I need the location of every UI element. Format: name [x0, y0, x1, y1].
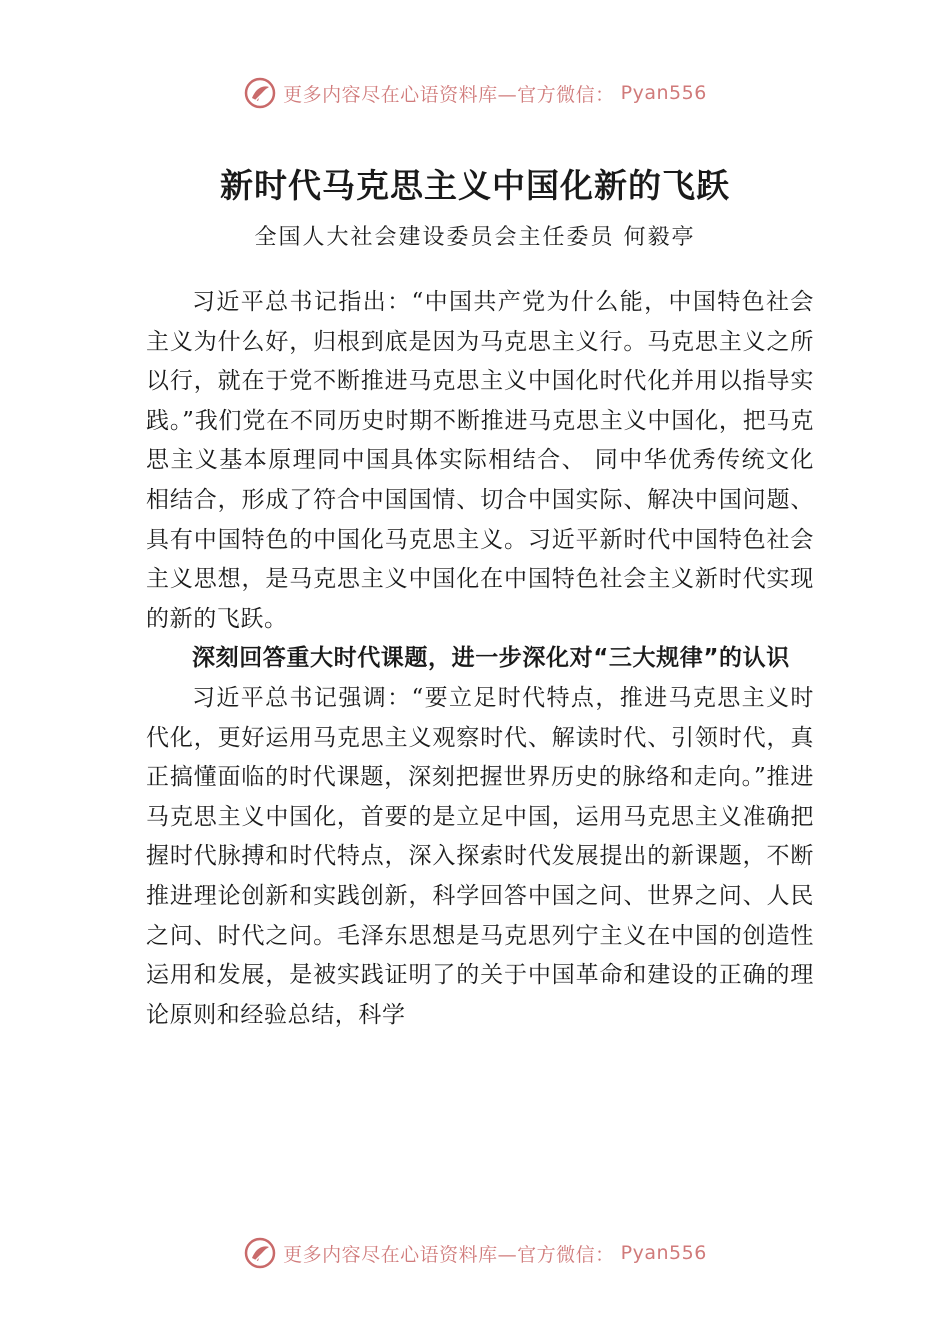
- brand-logo-icon: [243, 76, 277, 110]
- section-heading: 深刻回答重大时代课题，进一步深化对“三大规律”的认识: [192, 645, 790, 672]
- brand-logo-icon: [243, 1236, 277, 1270]
- document-body: [146, 283, 814, 1035]
- watermark-handle: Pyan556: [620, 1242, 707, 1264]
- paragraph-intro: 习近平总书记指出：“中国共产党为什么能，中国特色社会主义为什么好，归根到底是因为马克思主义行。马克思主义之所以行，就在于党不断推进马克思主义中国化时代化并用以指导实践。”我们党在不同历史时期不断推进马克思主义中国化，把马克思主义基本原理同中国具体实际相结合、 同中华优秀传统文化相结合，形成了符合中国国情、切合中国实际、解决中国问题、具有中国特色的中国化马克思主义。习近平新时代中国特色社会主义思想，是马克思主义中国化在中国特色社会主义新时代实现的新的飞跃。: [146, 289, 814, 632]
- footer-watermark: [0, 1236, 950, 1270]
- header-watermark: [0, 76, 950, 110]
- watermark-text: 更多内容尽在心语资料库—官方微信：: [283, 83, 615, 106]
- watermark-handle: Pyan556: [620, 82, 707, 104]
- document-title: 新时代马克思主义中国化新的飞跃: [220, 166, 730, 205]
- author-line: 全国人大社会建设委员会主任委员 何毅亭: [254, 225, 696, 250]
- paragraph-section-1: 习近平总书记强调：“要立足时代特点，推进马克思主义时代化，更好运用马克思主义观察时代、解读时代、引领时代，真正搞懂面临的时代课题，深刻把握世界历史的脉络和走向。”推进马克思主义中国化，首要的是立足中国，运用马克思主义准确把握时代脉搏和时代特点，深入探索时代发展提出的新课题，不断推进理论创新和实践创新，科学回答中国之问、世界之问、人民之问、时代之问。毛泽东思想是马克思列宁主义在中国的创造性运用和发展，是被实践证明了的关于中国革命和建设的正确的理论原则和经验总结，科学: [146, 684, 814, 1028]
- watermark-text: 更多内容尽在心语资料库—官方微信：: [283, 1243, 615, 1266]
